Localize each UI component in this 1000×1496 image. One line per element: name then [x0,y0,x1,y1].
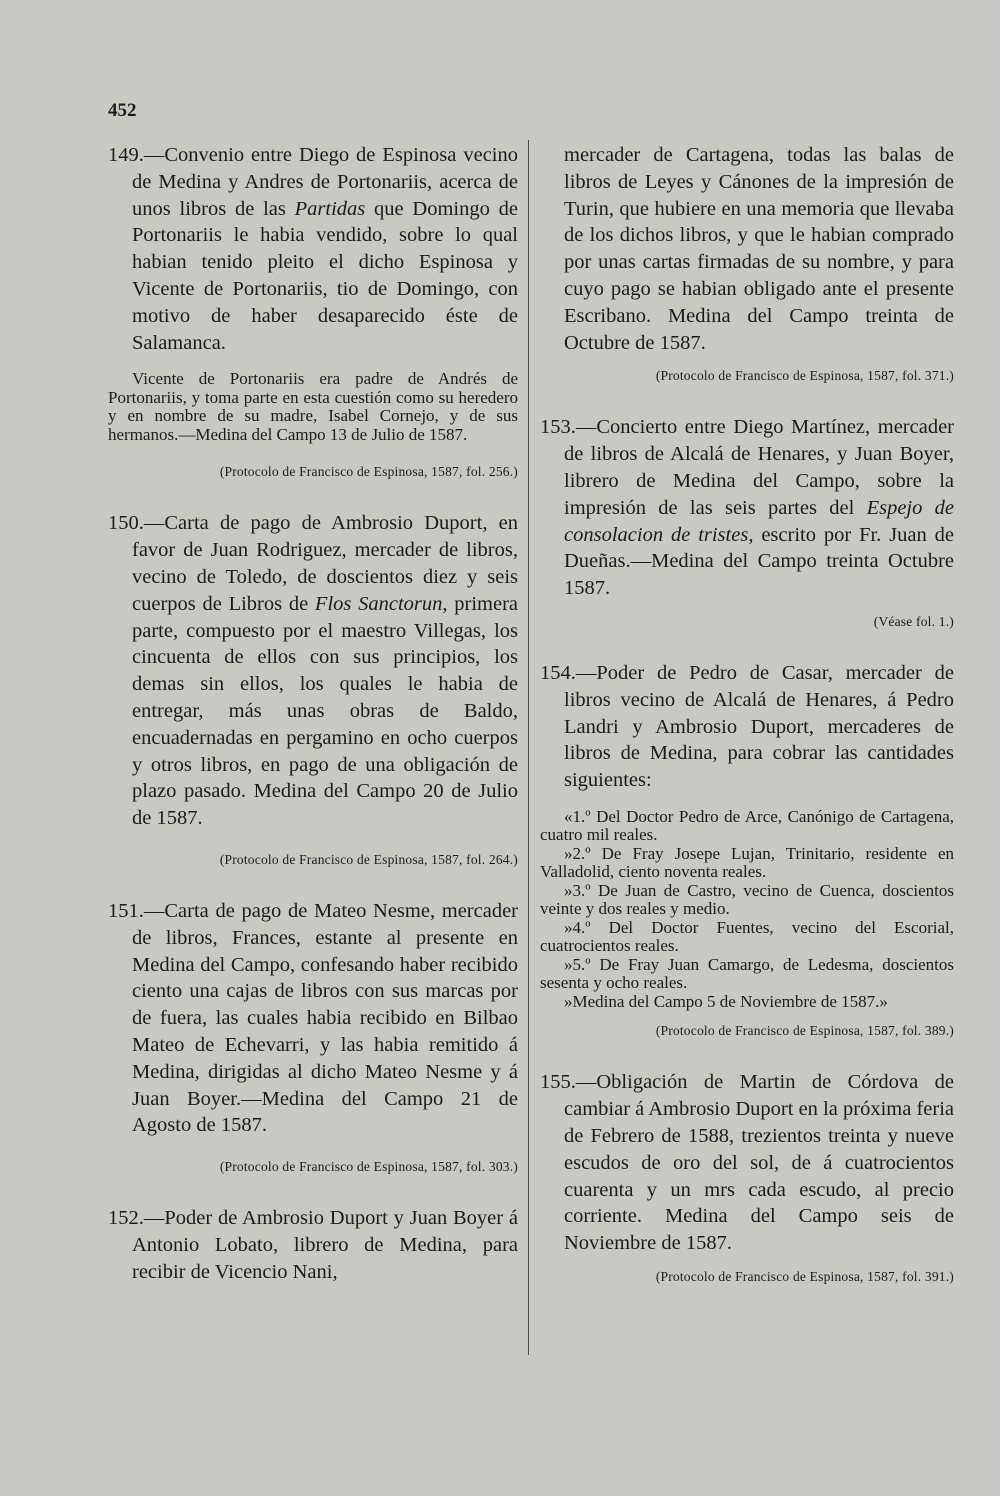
entry-154 [540,660,954,1039]
entry-152-source: (Protocolo de Francisco de Espinosa, 1587, fol. 371.) [655,368,954,384]
right-column [540,142,954,1315]
entry-154-item-4: »4.º Del Doctor Fuentes, vecino del Escorial, cuatrocientos reales. [540,917,954,956]
left-column [108,142,518,1286]
entry-152 [108,1205,518,1285]
page-number: 452 [108,100,137,121]
entry-150-text [108,510,518,832]
entry-155-text: 155.—Obligación de Martin de Córdova de cambiar á Ambrosio Duport en la próxima feria de Febrero de 1588, trezientos treinta y nueve escudos de oro del sol, de á cuatrocientos cuarenta y un mrs cada escudo, al precio corriente. Medina del Campo seis de Noviembre de 1587. [540,1071,954,1255]
entry-153-text-start: 153.—Concierto entre Diego Martínez, mercader de libros de Alcalá de Henares, y Juan Boyer, librero de Medina del Campo, sobre la impresión de las seis partes del [540,416,954,519]
entry-154-item-2: »2.º De Fray Josepe Lujan, Trinitario, residente en Valladolid, ciento noventa reales. [540,843,954,882]
entry-154-items [540,808,954,1012]
entry-150-text-end: , primera parte, compuesto por el maestro Villegas, los cincuenta de ellos con sus principios, los demas sin ellos, los quales le habia de entregar, más unas obras de Baldo, encuadernadas en pergamino en ocho cuerpos y otros libros, en pago de una obligación de plazo pasado. Medina del Campo 20 de Julio de 1587. [132,592,518,830]
entry-153-text-end: , escrito por Fr. Juan de Dueñas.—Medina del Campo treinta Octubre 1587. [564,523,954,600]
entry-153-source: (Véase fol. 1.) [873,613,954,629]
entry-154-source: (Protocolo de Francisco de Espinosa, 1587, fol. 389.) [655,1023,954,1039]
entry-152-continued-text: mercader de Cartagena, todas las balas de libros de Leyes y Cánones de la impresión de Turin, que hubiere en una memoria que llevaba de los dichos libros, y que le habian comprado por unas cartas firmadas de su nombre, y para cuyo pago se habian obligado ante el presente Escribano. Medina del Campo treinta de Octubre de 1587. [564,144,954,354]
entry-151 [108,898,518,1175]
entry-149-italic-title: Partidas [294,197,366,220]
column-divider [528,140,529,1355]
entry-149-text-end: que Domingo de Portonariis le habia vendido, sobre lo qual habian tenido pleito el dicho Espinosa y Vicente de Portonariis, tio de Domingo, con motivo de haber desaparecido éste de Salamanca. [132,197,518,354]
entry-155 [540,1069,954,1285]
entry-154-item-5: »5.º De Fray Juan Camargo, de Ledesma, doscientos sesenta y ocho reales. [540,954,954,993]
entry-150 [108,510,518,868]
entry-149-note: Vicente de Portonariis era padre de Andrés de Portonariis, y toma parte en esta cuestión como su heredero y en nombre de su madre, Isabel Cornejo, y de sus hermanos.—Medina del Campo 13 de Julio de 1587. [108,369,518,444]
entry-152-text: 152.—Poder de Ambrosio Duport y Juan Boyer á Antonio Lobato, librero de Medina, para recibir de Vicencio Nani, [108,1207,518,1283]
entry-153-text [540,414,954,602]
entry-154-text: 154.—Poder de Pedro de Casar, mercader de libros vecino de Alcalá de Henares, á Pedro Landri y Ambrosio Duport, mercaderes de libros de Medina, para cobrar las cantidades siguientes: [540,661,954,792]
entry-153-italic-title: Espejo de consolacion de tristes [564,496,954,546]
entry-154-item-6: »Medina del Campo 5 de Noviembre de 1587.» [564,991,888,1011]
entry-154-item-1: «1.º Del Doctor Pedro de Arce, Canónigo de Cartagena, cuatro mil reales. [540,806,954,845]
entry-151-source: (Protocolo de Francisco de Espinosa, 1587, fol. 303.) [219,1159,518,1175]
entry-150-italic-title: Flos Sanctorun [314,592,443,615]
entry-149-source: (Protocolo de Francisco de Espinosa, 1587, fol. 256.) [219,464,518,480]
entry-155-source: (Protocolo de Francisco de Espinosa, 1587, fol. 391.) [655,1269,954,1285]
entry-152-continued [540,142,954,384]
entry-151-text: 151.—Carta de pago de Mateo Nesme, mercader de libros, Frances, estante al presente en Medina del Campo, confesando haber recibido ciento una cajas de libros con sus marcas por de fuera, las cuales habia recibido en Bilbao Mateo de Echevarri, y las habia remitido á Medina, dirigidas al dicho Mateo Nesme y á Juan Boyer.—Medina del Campo 21 de Agosto de 1587. [108,899,518,1137]
entry-149-text [108,142,518,356]
entry-153 [540,414,954,630]
entry-150-text-start: 150.—Carta de pago de Ambrosio Duport, en favor de Juan Rodriguez, mercader de libros, vecino de Toledo, de doscientos diez y seis cuerpos de Libros de [108,512,518,615]
entry-149 [108,142,518,480]
entry-154-item-3: »3.º De Juan de Castro, vecino de Cuenca, doscientos veinte y dos reales y medio. [540,880,954,919]
entry-149-text-start: 149.—Convenio entre Diego de Espinosa vecino de Medina y Andres de Portonariis, acerca de unos libros de las [108,144,518,220]
entry-150-source: (Protocolo de Francisco de Espinosa, 1587, fol. 264.) [219,851,518,867]
